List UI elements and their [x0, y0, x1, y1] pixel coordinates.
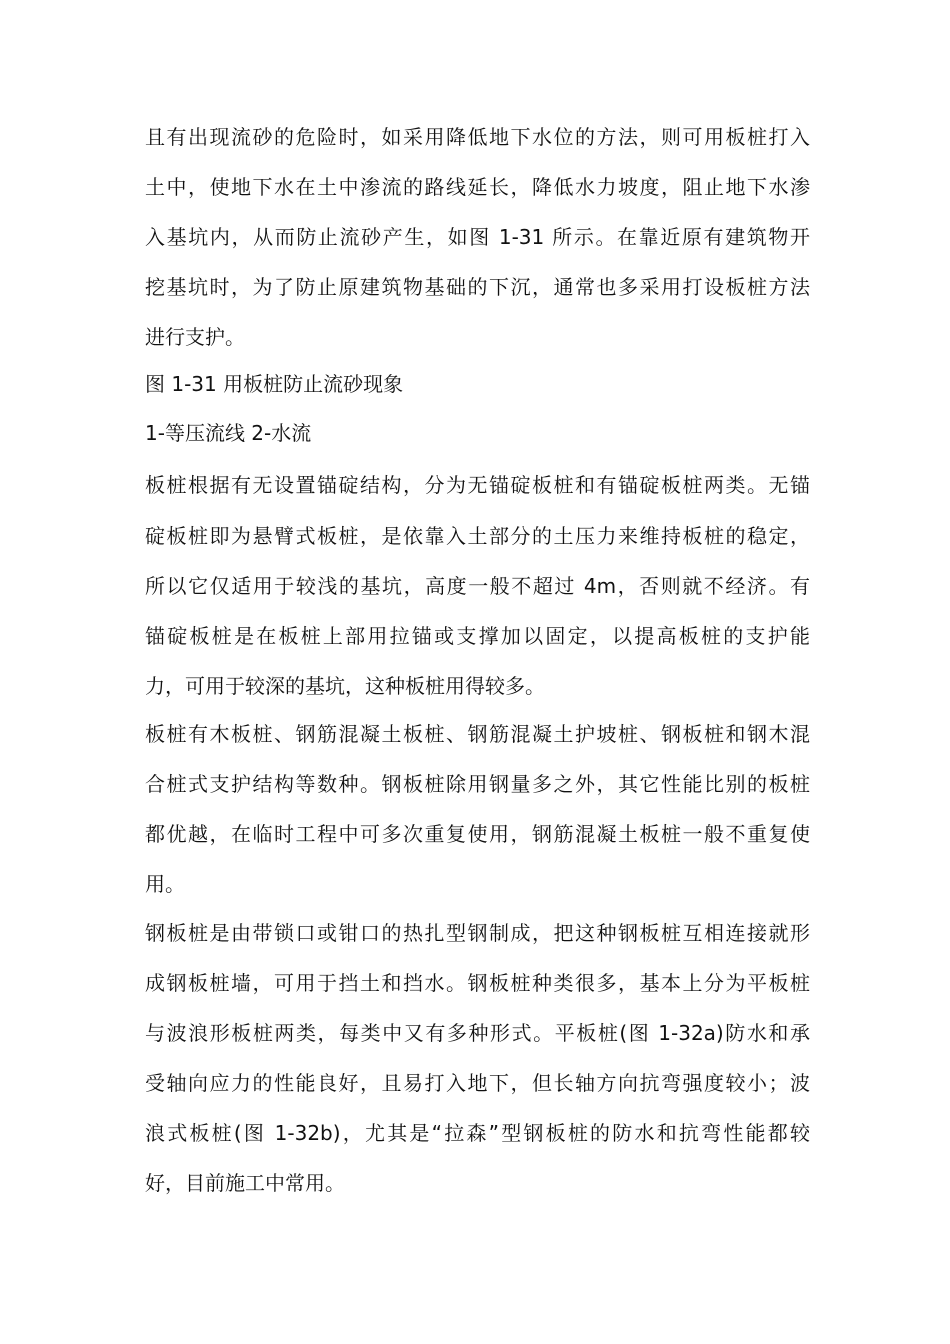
text-line: 所以它仅适用于较浅的基坑，高度一般不超过 4m，否则就不经济。有	[145, 574, 810, 598]
text-line: 都优越，在临时工程中可多次重复使用，钢筋混凝土板桩一般不重复使	[145, 822, 810, 846]
text-line: 浪式板桩(图 1-32b)，尤其是“拉森”型钢板桩的防水和抗弯性能都较	[145, 1121, 810, 1145]
text-line: 且有出现流砂的危险时，如采用降低地下水位的方法，则可用板桩打入	[145, 125, 810, 149]
figure-legend: 1-等压流线 2-水流	[145, 421, 312, 445]
text-line: 板桩根据有无设置锚碇结构，分为无锚碇板桩和有锚碇板桩两类。无锚	[145, 473, 810, 497]
text-line: 受轴向应力的性能良好，且易打入地下，但长轴方向抗弯强度较小；波	[145, 1071, 810, 1095]
text-line: 进行支护。	[145, 325, 245, 349]
text-line: 合桩式支护结构等数种。钢板桩除用钢量多之外，其它性能比别的板桩	[145, 772, 810, 796]
text-line: 与波浪形板桩两类，每类中又有多种形式。平板桩(图 1-32a)防水和承	[145, 1021, 810, 1045]
text-line: 板桩有木板桩、钢筋混凝土板桩、钢筋混凝土护坡桩、钢板桩和钢木混	[145, 722, 810, 746]
text-line: 碇板桩即为悬臂式板桩，是依靠入土部分的土压力来维持板桩的稳定，	[145, 524, 810, 548]
text-line: 成钢板桩墙，可用于挡土和挡水。钢板桩种类很多，基本上分为平板桩	[145, 971, 810, 995]
text-line: 土中，使地下水在土中渗流的路线延长，降低水力坡度，阻止地下水渗	[145, 175, 810, 199]
text-line: 力，可用于较深的基坑，这种板桩用得较多。	[145, 674, 545, 698]
text-line: 挖基坑时，为了防止原建筑物基础的下沉，通常也多采用打设板桩方法	[145, 275, 810, 299]
text-line: 钢板桩是由带锁口或钳口的热扎型钢制成，把这种钢板桩互相连接就形	[145, 921, 810, 945]
text-line: 用。	[145, 872, 185, 896]
text-line: 入基坑内，从而防止流砂产生，如图 1-31 所示。在靠近原有建筑物开	[145, 225, 810, 249]
figure-caption: 图 1-31 用板桩防止流砂现象	[145, 372, 404, 396]
text-line: 锚碇板桩是在板桩上部用拉锚或支撑加以固定，以提高板桩的支护能	[145, 624, 810, 648]
text-line: 好，目前施工中常用。	[145, 1171, 345, 1195]
